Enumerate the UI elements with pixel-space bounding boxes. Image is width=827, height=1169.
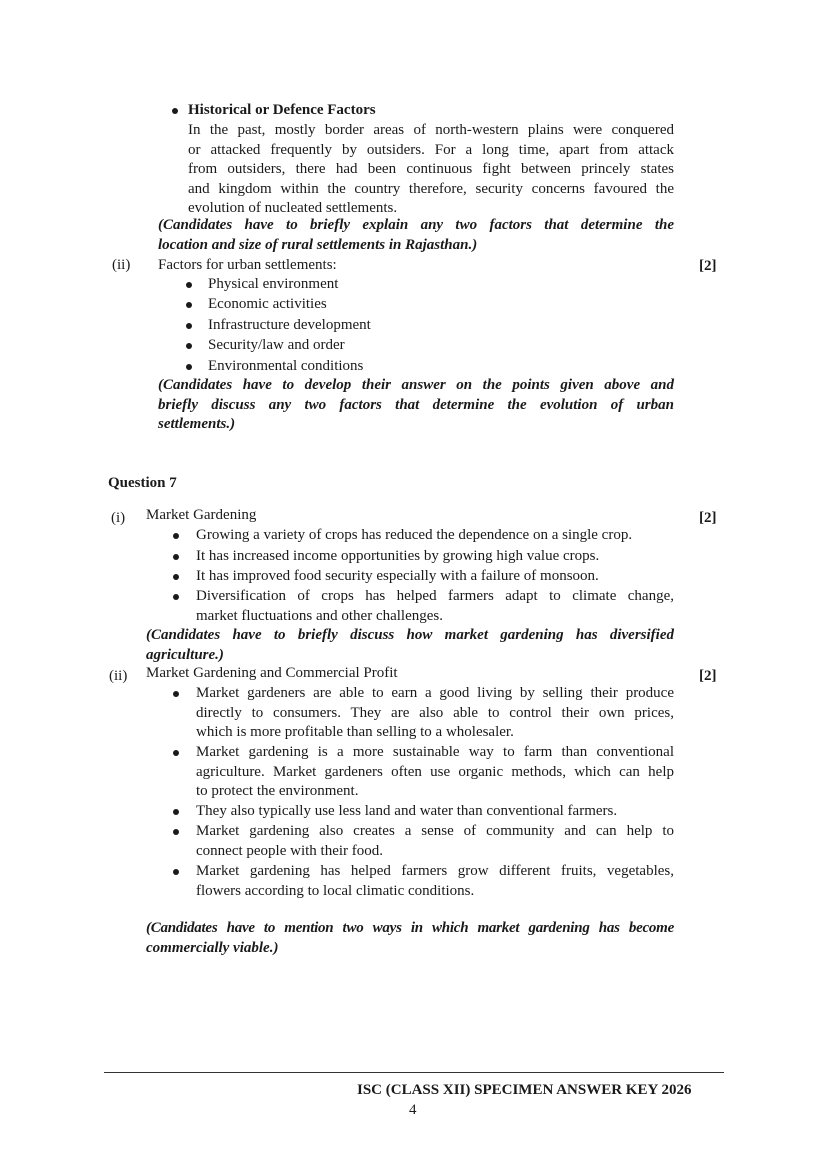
list-item bbox=[196, 684, 674, 743]
bullet-dot bbox=[172, 108, 178, 114]
text-line: In the past, mostly border areas of north-western plains were conquered bbox=[188, 122, 674, 138]
q7-i-title: Market Gardening bbox=[146, 507, 257, 523]
q6-ii-number: (ii) bbox=[112, 257, 131, 273]
text-line: directly to consumers. They are also able to control their own prices, bbox=[196, 704, 674, 721]
q7-ii-number: (ii) bbox=[109, 668, 128, 684]
list-item: It has improved food security especially with a failure of monsoon. bbox=[196, 568, 599, 584]
list-item bbox=[196, 743, 674, 802]
footer-rule bbox=[104, 1072, 724, 1073]
q7-ii-note bbox=[146, 919, 674, 958]
bullet-dot bbox=[173, 533, 179, 539]
text-line: Market gardening also creates a sense of community and can help to bbox=[196, 823, 674, 839]
text-line: evolution of nucleated settlements. bbox=[188, 200, 398, 217]
bullet-dot bbox=[173, 829, 179, 835]
bullet-dot bbox=[173, 594, 179, 600]
historical-heading: Historical or Defence Factors bbox=[188, 102, 376, 118]
text-line: flowers according to local climatic conditions. bbox=[196, 882, 475, 899]
q7-ii-marks: [2] bbox=[699, 668, 717, 684]
list-item: Infrastructure development bbox=[208, 317, 371, 333]
list-item: They also typically use less land and water than conventional farmers. bbox=[196, 803, 618, 819]
q7-ii-title: Market Gardening and Commercial Profit bbox=[146, 665, 398, 681]
note-line: (Candidates have to mention two ways in which market gardening has become bbox=[146, 920, 674, 936]
footer-title: ISC (CLASS XII) SPECIMEN ANSWER KEY 2026 bbox=[357, 1082, 692, 1098]
q6-ii-marks: [2] bbox=[699, 258, 717, 274]
text-line: or attacked frequently by outsiders. For a long time, apart from attack bbox=[188, 141, 674, 158]
list-item: Economic activities bbox=[208, 296, 327, 312]
q6-ii-title: Factors for urban settlements: bbox=[158, 257, 337, 273]
note-line: (Candidates have to briefly explain any two factors that determine the bbox=[158, 217, 674, 233]
text-line: market fluctuations and other challenges. bbox=[196, 607, 443, 624]
historical-note bbox=[158, 216, 674, 255]
bullet-dot bbox=[173, 574, 179, 580]
q7-i-marks: [2] bbox=[699, 510, 717, 526]
bullet-dot bbox=[186, 323, 192, 329]
note-line: agriculture.) bbox=[146, 646, 224, 663]
text-line: Market gardening is a more sustainable way to farm than conventional bbox=[196, 744, 674, 760]
historical-paragraph bbox=[188, 121, 674, 219]
bullet-dot bbox=[173, 750, 179, 756]
q6-ii-note bbox=[158, 376, 674, 435]
list-item: Physical environment bbox=[208, 276, 339, 292]
list-item bbox=[196, 862, 674, 901]
text-line: Market gardening has helped farmers grow different fruits, vegetables, bbox=[196, 863, 674, 879]
page-number: 4 bbox=[409, 1102, 417, 1118]
bullet-dot bbox=[186, 302, 192, 308]
text-line: Diversification of crops has helped farmers adapt to climate change, bbox=[196, 588, 674, 604]
bullet-dot bbox=[173, 869, 179, 875]
q7-i-note bbox=[146, 626, 674, 665]
text-line: to protect the environment. bbox=[196, 783, 359, 800]
list-item: Security/law and order bbox=[208, 337, 345, 353]
note-line: settlements.) bbox=[158, 416, 236, 433]
q7-i-number: (i) bbox=[111, 510, 126, 526]
question-7-heading: Question 7 bbox=[108, 475, 177, 491]
bullet-dot bbox=[186, 343, 192, 349]
list-item: It has increased income opportunities by growing high value crops. bbox=[196, 548, 600, 564]
note-line: commercially viable.) bbox=[146, 939, 279, 956]
text-line: Market gardeners are able to earn a good living by selling their produce bbox=[196, 685, 674, 701]
note-line: location and size of rural settlements in Rajasthan.) bbox=[158, 236, 478, 253]
list-item: Environmental conditions bbox=[208, 358, 364, 374]
list-item bbox=[196, 587, 674, 626]
note-line: (Candidates have to develop their answer on the points given above and bbox=[158, 377, 674, 393]
bullet-dot bbox=[173, 691, 179, 697]
list-item: Growing a variety of crops has reduced the dependence on a single crop. bbox=[196, 527, 633, 543]
text-line: from outsiders, there had been continuous fight between princely states bbox=[188, 161, 674, 178]
text-line: and kingdom within the country therefore, security concerns favoured the bbox=[188, 180, 674, 197]
note-line: (Candidates have to briefly discuss how market gardening has diversified bbox=[146, 627, 674, 643]
bullet-dot bbox=[186, 364, 192, 370]
text-line: connect people with their food. bbox=[196, 842, 384, 859]
list-item bbox=[196, 822, 674, 861]
note-line: briefly discuss any two factors that determine the evolution of urban bbox=[158, 396, 674, 413]
text-line: which is more profitable than selling to a wholesaler. bbox=[196, 724, 514, 741]
bullet-dot bbox=[173, 809, 179, 815]
bullet-dot bbox=[186, 282, 192, 288]
bullet-dot bbox=[173, 554, 179, 560]
text-line: agriculture. Market gardeners often use organic methods, which can help bbox=[196, 763, 674, 780]
